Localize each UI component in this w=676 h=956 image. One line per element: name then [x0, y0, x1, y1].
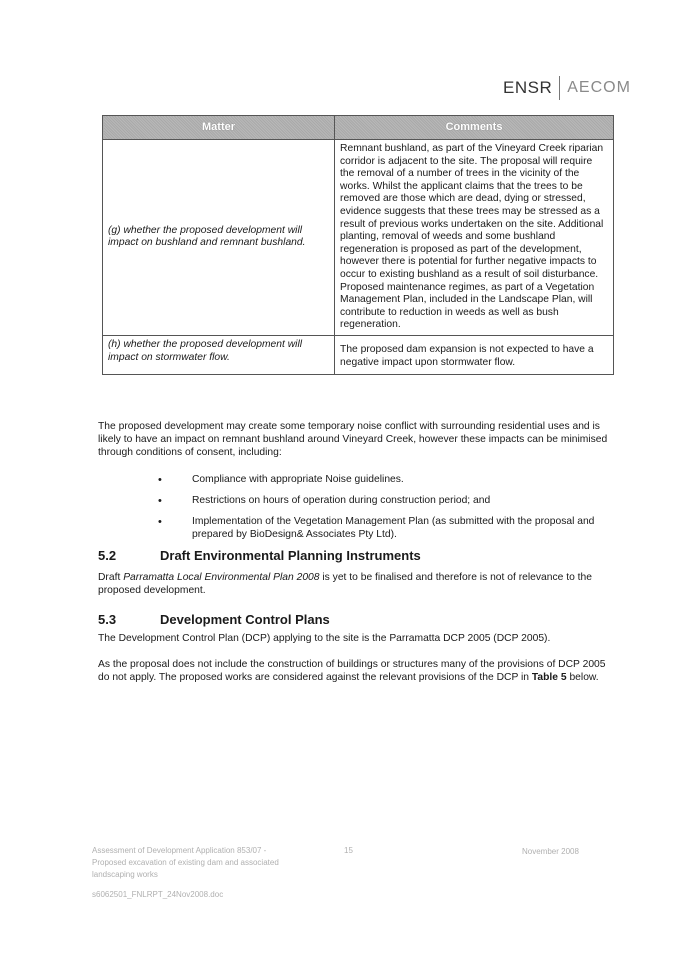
intro-paragraph: The proposed development may create some temporary noise conflict with surrounding residential uses and is likely to have an impact on remnant bushland around Vineyard Creek, however these impacts can be minimised through conditions of consent, including: [98, 421, 608, 458]
column-header-comments: Comments [335, 116, 614, 140]
section-heading-5-2 [98, 548, 421, 563]
column-header-matter: Matter [103, 116, 335, 140]
footer-line: Assessment of Development Application 853/07 - [92, 846, 267, 855]
logo-divider [559, 76, 560, 100]
table-header-row [103, 116, 614, 140]
section-number: 5.2 [98, 548, 117, 563]
plan-name-italic: Parramatta Local Environmental Plan 2008 [123, 572, 320, 583]
bullet-icon: • [158, 516, 162, 528]
bullet-icon: • [158, 474, 162, 486]
bullet-icon: • [158, 495, 162, 507]
matter-cell: (h) whether the proposed development will impact on stormwater flow. [103, 335, 335, 374]
page-number: 15 [344, 846, 353, 855]
paragraph-text: is yet to be finalised and therefore is not of relevance to the proposed development. [98, 572, 592, 596]
section-heading-5-3 [98, 612, 330, 627]
logo-ensr: ENSR [503, 78, 553, 97]
table-reference-bold: Table 5 [531, 671, 567, 683]
section-title: Draft Environmental Planning Instruments [160, 548, 421, 563]
paragraph-text: As the proposal does not include the construction of buildings or structures many of the provisions of DCP 2005 do not apply. The proposed works are considered against the relevant provisions of the DCP in [98, 659, 606, 683]
comments-cell: The proposed dam expansion is not expected to have a negative impact upon stormwater flow. [335, 335, 614, 374]
section-number: 5.3 [98, 612, 117, 627]
list-item-text: Implementation of the Vegetation Management Plan (as submitted with the proposal and prepared by BioDesign& Associates Pty Ltd). [192, 516, 595, 540]
logo-aecom: AECOM [567, 79, 631, 96]
list-item-text: Compliance with appropriate Noise guidelines. [192, 474, 404, 485]
matter-cell: (g) whether the proposed development will impact on bushland and remnant bushland. [103, 140, 335, 336]
matter-comments-table [102, 115, 614, 375]
footer-line: landscaping works [92, 870, 158, 879]
section-5-2-paragraph [98, 572, 608, 598]
section-5-3-paragraph-2 [98, 659, 608, 685]
paragraph-text: below. [566, 671, 599, 683]
footer-line: Proposed excavation of existing dam and associated [92, 858, 279, 867]
table-row [103, 335, 614, 374]
footer-document-info [92, 845, 279, 901]
list-item-text: Restrictions on hours of operation during construction period; and [192, 495, 491, 506]
footer-filename: s6062501_FNLRPT_24Nov2008.doc [92, 890, 224, 899]
company-logo [503, 76, 631, 100]
section-title: Development Control Plans [160, 612, 330, 627]
section-5-3-paragraph-1: The Development Control Plan (DCP) applying to the site is the Parramatta DCP 2005 (DCP 2005). [98, 633, 551, 644]
table-row [103, 140, 614, 336]
paragraph-text: Draft [98, 572, 124, 583]
comments-cell: Remnant bushland, as part of the Vineyard Creek riparian corridor is adjacent to the site. The proposal will require the removal of a number of trees in the vicinity of the works. Whilst the applicant claims that the trees to be removed are those which are dead, dying or stressed, evidence suggests that these trees may be stressed as a result of previous works undertaken on the site. Additional planting, removal of weeds and some bushland regeneration is proposed as part of the development, however there is potential for further negative impacts to occur to existing bushland as a result of soil disturbance. Proposed maintenance regimes, as part of a Vegetation Management Plan, included in the Landscape Plan, will contribute to reduction in weeds as well as bush regeneration. [335, 140, 614, 336]
footer-date: November 2008 [522, 847, 579, 856]
